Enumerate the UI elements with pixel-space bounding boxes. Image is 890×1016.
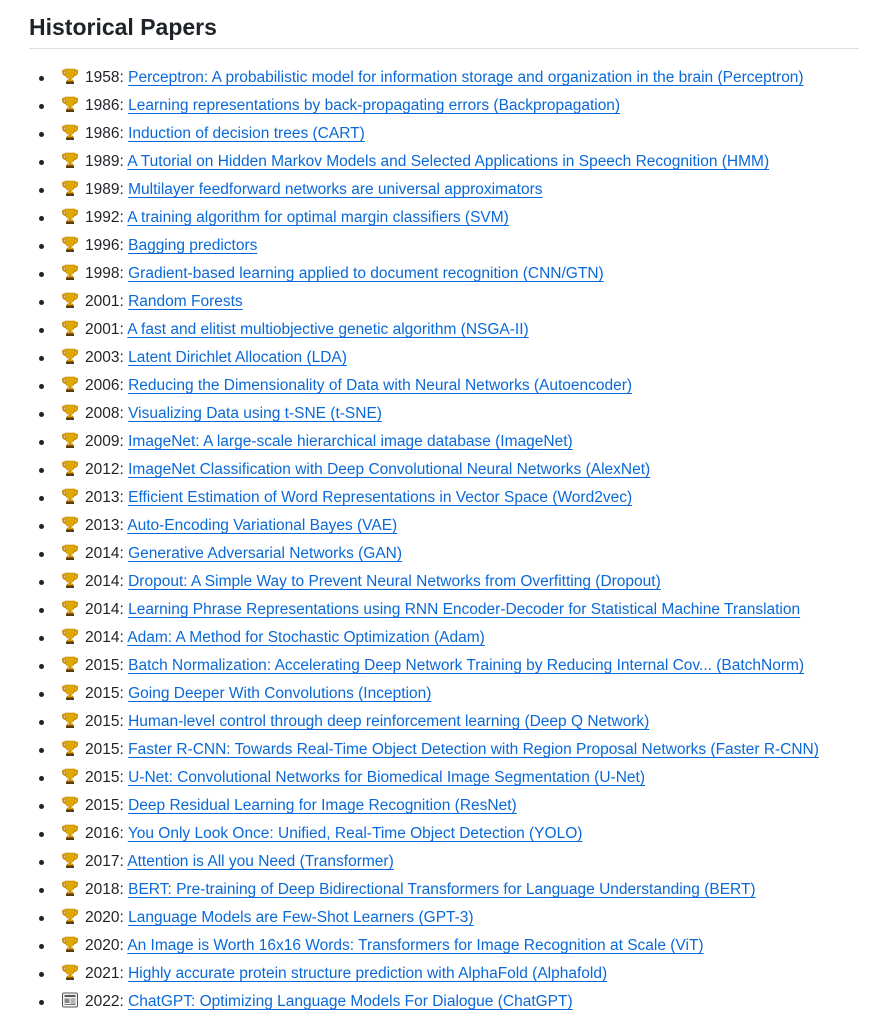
paper-year: 2018: <box>85 881 124 898</box>
trophy-icon <box>61 67 79 85</box>
paper-year: 2013: <box>85 489 124 506</box>
list-item <box>29 820 859 848</box>
paper-year: 2012: <box>85 461 124 478</box>
paper-year: 2017: <box>85 853 124 870</box>
trophy-icon <box>61 599 79 617</box>
paper-year: 2013: <box>85 517 124 534</box>
paper-year: 1989: <box>85 153 124 170</box>
list-item <box>29 92 859 120</box>
paper-year: 2021: <box>85 965 124 982</box>
list-item <box>29 904 859 932</box>
list-item <box>29 232 859 260</box>
paper-link[interactable]: Induction of decision trees (CART) <box>128 125 365 142</box>
paper-link[interactable]: Human-level control through deep reinforcement learning (Deep Q Network) <box>128 713 650 730</box>
paper-year: 1989: <box>85 181 124 198</box>
trophy-icon <box>61 459 79 477</box>
trophy-icon <box>61 879 79 897</box>
trophy-icon <box>61 263 79 281</box>
paper-link[interactable]: Gradient-based learning applied to document recognition (CNN/GTN) <box>128 265 604 282</box>
list-item <box>29 512 859 540</box>
paper-link[interactable]: Language Models are Few-Shot Learners (GPT-3) <box>128 909 474 926</box>
trophy-icon <box>61 403 79 421</box>
list-item <box>29 568 859 596</box>
list-item <box>29 624 859 652</box>
trophy-icon <box>61 823 79 841</box>
paper-year: 2015: <box>85 797 124 814</box>
list-item <box>29 876 859 904</box>
paper-link[interactable]: A training algorithm for optimal margin classifiers (SVM) <box>127 209 509 226</box>
trophy-icon <box>61 627 79 645</box>
trophy-icon <box>61 935 79 953</box>
paper-link[interactable]: Reducing the Dimensionality of Data with Neural Networks (Autoencoder) <box>128 377 633 394</box>
paper-link[interactable]: Learning representations by back-propagating errors (Backpropagation) <box>128 97 621 114</box>
paper-year: 2008: <box>85 405 124 422</box>
list-item <box>29 596 859 624</box>
list-item <box>29 540 859 568</box>
section-heading: Historical Papers <box>29 0 859 49</box>
paper-year: 1998: <box>85 265 124 282</box>
paper-link[interactable]: Going Deeper With Convolutions (Inception) <box>128 685 432 702</box>
paper-link[interactable]: A fast and elitist multiobjective genetic algorithm (NSGA-II) <box>127 321 529 338</box>
paper-year: 2014: <box>85 573 124 590</box>
list-item <box>29 344 859 372</box>
paper-year: 2015: <box>85 713 124 730</box>
newspaper-icon <box>61 991 79 1009</box>
list-item <box>29 456 859 484</box>
paper-link[interactable]: Highly accurate protein structure prediction with AlphaFold (Alphafold) <box>128 965 608 982</box>
paper-year: 2022: <box>85 993 124 1010</box>
paper-link[interactable]: Faster R-CNN: Towards Real-Time Object Detection with Region Proposal Networks (Faster R-CNN) <box>128 741 819 758</box>
paper-year: 2020: <box>85 937 124 954</box>
trophy-icon <box>61 95 79 113</box>
paper-year: 2001: <box>85 293 124 310</box>
trophy-icon <box>61 431 79 449</box>
list-item <box>29 372 859 400</box>
paper-year: 1996: <box>85 237 124 254</box>
paper-link[interactable]: ImageNet: A large-scale hierarchical image database (ImageNet) <box>128 433 573 450</box>
list-item <box>29 764 859 792</box>
trophy-icon <box>61 375 79 393</box>
trophy-icon <box>61 179 79 197</box>
list-item <box>29 428 859 456</box>
paper-year: 2014: <box>85 629 124 646</box>
list-item <box>29 288 859 316</box>
paper-list <box>29 64 859 1016</box>
trophy-icon <box>61 571 79 589</box>
list-item <box>29 484 859 512</box>
paper-year: 2001: <box>85 321 124 338</box>
list-item <box>29 792 859 820</box>
paper-link[interactable]: Visualizing Data using t-SNE (t-SNE) <box>128 405 382 422</box>
paper-link[interactable]: Batch Normalization: Accelerating Deep Network Training by Reducing Internal Cov... (BatchNorm) <box>128 657 805 674</box>
trophy-icon <box>61 739 79 757</box>
paper-link[interactable]: Dropout: A Simple Way to Prevent Neural Networks from Overfitting (Dropout) <box>128 573 661 590</box>
paper-link[interactable]: Deep Residual Learning for Image Recognition (ResNet) <box>128 797 517 814</box>
paper-link[interactable]: You Only Look Once: Unified, Real-Time Object Detection (YOLO) <box>127 825 583 842</box>
paper-year: 2003: <box>85 349 124 366</box>
paper-link[interactable]: Auto-Encoding Variational Bayes (VAE) <box>127 517 398 534</box>
list-item <box>29 400 859 428</box>
paper-year: 2020: <box>85 909 124 926</box>
trophy-icon <box>61 207 79 225</box>
paper-link[interactable]: Adam: A Method for Stochastic Optimization (Adam) <box>127 629 485 646</box>
list-item <box>29 736 859 764</box>
paper-link[interactable]: Random Forests <box>128 293 243 310</box>
list-item <box>29 64 859 92</box>
trophy-icon <box>61 907 79 925</box>
trophy-icon <box>61 515 79 533</box>
trophy-icon <box>61 711 79 729</box>
paper-year: 2014: <box>85 545 124 562</box>
list-item <box>29 960 859 988</box>
paper-year: 1986: <box>85 97 124 114</box>
trophy-icon <box>61 963 79 981</box>
trophy-icon <box>61 795 79 813</box>
paper-year: 2015: <box>85 685 124 702</box>
trophy-icon <box>61 123 79 141</box>
paper-link[interactable]: Perceptron: A probabilistic model for information storage and organization in the brain (Perceptron) <box>128 69 804 86</box>
paper-link[interactable]: Latent Dirichlet Allocation (LDA) <box>128 349 347 366</box>
paper-link[interactable]: Attention is All you Need (Transformer) <box>127 853 394 870</box>
paper-link[interactable]: U-Net: Convolutional Networks for Biomedical Image Segmentation (U-Net) <box>128 769 645 786</box>
list-item <box>29 708 859 736</box>
paper-link[interactable]: Bagging predictors <box>128 237 258 254</box>
list-item <box>29 260 859 288</box>
paper-link[interactable]: An Image is Worth 16x16 Words: Transformers for Image Recognition at Scale (ViT) <box>127 937 704 954</box>
trophy-icon <box>61 347 79 365</box>
trophy-icon <box>61 487 79 505</box>
list-item <box>29 848 859 876</box>
list-item <box>29 120 859 148</box>
paper-year: 2015: <box>85 741 124 758</box>
paper-year: 2009: <box>85 433 124 450</box>
paper-year: 2016: <box>85 825 124 842</box>
trophy-icon <box>61 767 79 785</box>
list-item <box>29 932 859 960</box>
paper-link[interactable]: Multilayer feedforward networks are universal approximators <box>128 181 543 198</box>
list-item <box>29 652 859 680</box>
paper-year: 2014: <box>85 601 124 618</box>
trophy-icon <box>61 235 79 253</box>
paper-link[interactable]: BERT: Pre-training of Deep Bidirectional Transformers for Language Understanding (BERT) <box>128 881 756 898</box>
trophy-icon <box>61 291 79 309</box>
trophy-icon <box>61 319 79 337</box>
paper-link[interactable]: ChatGPT: Optimizing Language Models For Dialogue (ChatGPT) <box>128 993 573 1010</box>
list-item <box>29 988 859 1016</box>
trophy-icon <box>61 543 79 561</box>
paper-year: 2006: <box>85 377 124 394</box>
paper-year: 1986: <box>85 125 124 142</box>
paper-year: 2015: <box>85 657 124 674</box>
list-item <box>29 680 859 708</box>
paper-link[interactable]: Learning Phrase Representations using RNN Encoder-Decoder for Statistical Machine Translation <box>128 601 801 618</box>
paper-link[interactable]: ImageNet Classification with Deep Convolutional Neural Networks (AlexNet) <box>128 461 651 478</box>
trophy-icon <box>61 655 79 673</box>
paper-year: 1958: <box>85 69 124 86</box>
paper-link[interactable]: Generative Adversarial Networks (GAN) <box>128 545 403 562</box>
trophy-icon <box>61 851 79 869</box>
list-item <box>29 204 859 232</box>
paper-link[interactable]: A Tutorial on Hidden Markov Models and Selected Applications in Speech Recognition (HMM) <box>127 153 770 170</box>
paper-link[interactable]: Efficient Estimation of Word Representations in Vector Space (Word2vec) <box>128 489 633 506</box>
paper-year: 1992: <box>85 209 124 226</box>
trophy-icon <box>61 151 79 169</box>
paper-year: 2015: <box>85 769 124 786</box>
trophy-icon <box>61 683 79 701</box>
list-item <box>29 316 859 344</box>
list-item <box>29 148 859 176</box>
list-item <box>29 176 859 204</box>
